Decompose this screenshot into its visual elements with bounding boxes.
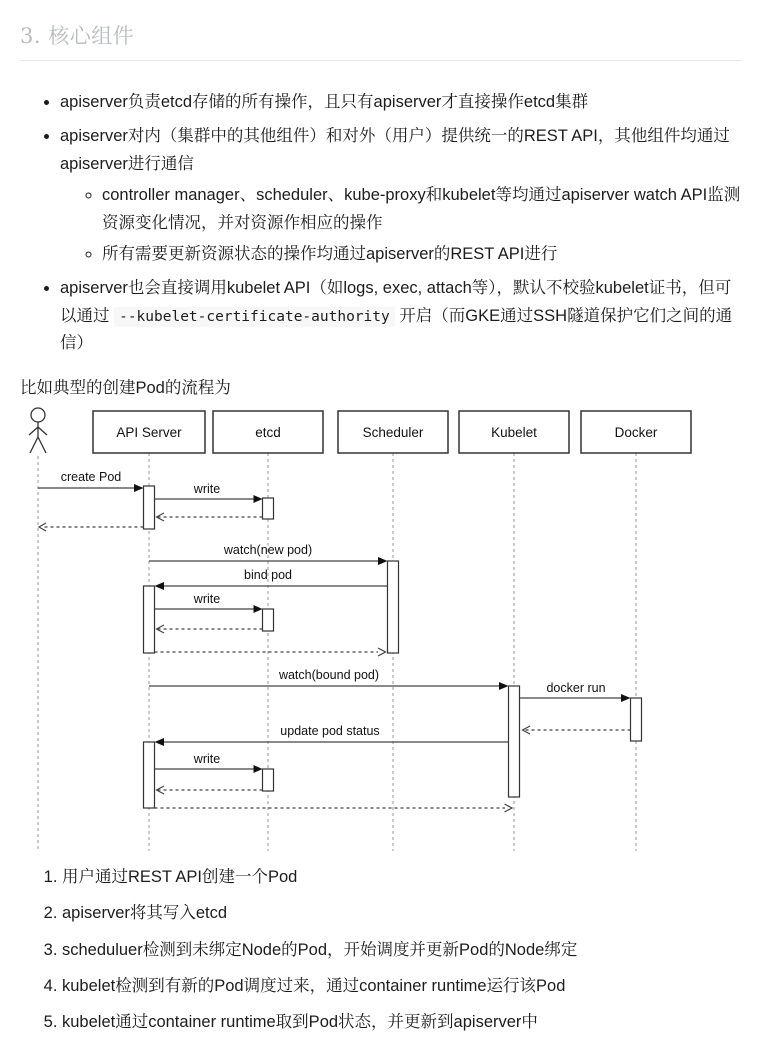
message-label-docker-run: docker run: [546, 680, 606, 695]
user-actor-icon: [29, 408, 47, 453]
flow-step: [62, 973, 742, 999]
message-label-watch-bound-pod: watch(bound pod): [278, 667, 380, 682]
participant-label-apiserver: API Server: [116, 424, 182, 440]
message-label-write-3: write: [193, 751, 221, 766]
section-heading: 3. 核心组件: [20, 24, 135, 48]
intro-bullet-list: [20, 89, 742, 357]
flow-step-text: kubelet通过container runtime取到Pod状态，并更新到apiserver中: [62, 1013, 538, 1032]
message-label-write-1: write: [193, 481, 221, 496]
flow-step-text: scheduluer检测到未绑定Node的Pod，开始调度并更新Pod的Node绑定: [62, 940, 578, 959]
flow-step-list: [20, 864, 742, 1036]
bullet-text: 开启（而GKE通过SSH隧道保护它们之间的通信）: [60, 306, 733, 352]
bullet-item: [60, 89, 742, 116]
sub-bullet-item: [102, 182, 742, 237]
bullet-text: apiserver也会直接调用kubelet API（如logs, exec, attach等），默认不校验kubelet证书，但可以通过: [60, 279, 732, 325]
bullet-text: apiserver对内（集群中的其他组件）和对外（用户）提供统一的REST API，其他组件均通过apiserver进行通信: [60, 127, 730, 173]
message-label-bind-pod: bind pod: [244, 567, 292, 582]
participant-label-scheduler: Scheduler: [362, 424, 424, 440]
message-label-watch-new-pod: watch(new pod): [223, 542, 313, 557]
participant-label-docker: Docker: [614, 424, 658, 440]
bullet-item: [60, 123, 742, 268]
message-arrows: [38, 481, 631, 812]
sub-bullet-list: [60, 182, 742, 268]
bullet-text: apiserver负责etcd存储的所有操作，且只有apiserver才直接操作etcd集群: [60, 93, 589, 111]
flow-step-text: kubelet检测到有新的Pod调度过来，通过container runtime运行该Pod: [62, 976, 566, 995]
message-label-update-pod-status: update pod status: [280, 723, 380, 738]
sub-bullet-text: controller manager、scheduler、kube-proxy和kubelet等均通过apiserver watch API监测资源变化情况，并对资源作相应的操作: [102, 186, 741, 232]
message-label-create-pod: create Pod: [60, 469, 122, 484]
flow-step-text: apiserver将其写入etcd: [62, 904, 228, 923]
participant-label-kubelet: Kubelet: [491, 424, 537, 440]
flow-step: [62, 900, 742, 926]
bullet-item: [60, 275, 742, 357]
heading-divider: [20, 60, 742, 61]
message-label-write-2: write: [193, 591, 221, 606]
participant-label-etcd: etcd: [255, 424, 281, 440]
flow-step: [62, 1009, 742, 1035]
kubelet-cert-flag-code: --kubelet-certificate-authority: [114, 307, 395, 327]
flow-step: [62, 937, 742, 963]
flow-step-text: 用户通过REST API创建一个Pod: [62, 867, 298, 886]
flow-step: [62, 864, 742, 890]
sequence-diagram: [0, 406, 742, 856]
sub-bullet-text: 所有需要更新资源状态的操作均通过apiserver的REST API进行: [102, 244, 558, 263]
diagram-intro-text: 比如典型的创建Pod的流程为: [20, 379, 231, 398]
sub-bullet-item: [102, 241, 742, 268]
